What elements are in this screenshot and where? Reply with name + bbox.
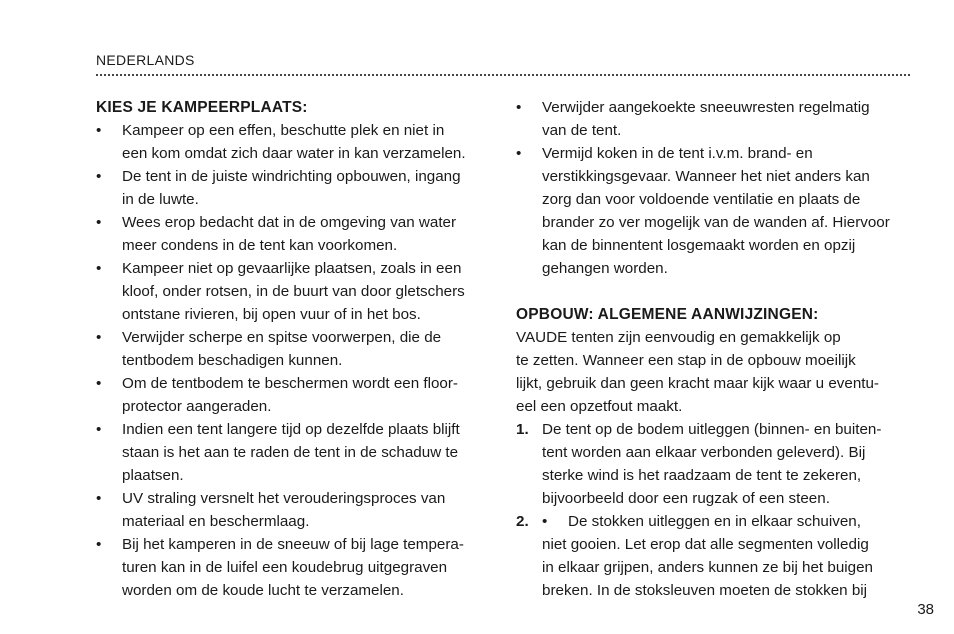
section-header: NEDERLANDS <box>96 52 195 68</box>
step-line: De tent op de bodem uitleggen (binnen- en buiten- <box>542 421 882 438</box>
list-item <box>516 96 916 142</box>
step-number: 1. <box>516 421 529 438</box>
list-item-line: Om de tentbodem te beschermen wordt een floor- <box>122 375 458 392</box>
campsite-heading: KIES JE KAMPEERPLAATS: <box>96 99 308 116</box>
list-item-line: verstikkingsgevaar. Wanneer het niet anders kan <box>542 168 870 185</box>
step-line: niet gooien. Let erop dat alle segmenten volledig <box>542 536 869 553</box>
bullet-icon: • <box>516 145 522 162</box>
list-item-line: plaatsen. <box>122 467 184 484</box>
list-item-line: ontstane rivieren, bij open vuur of in het bos. <box>122 306 421 323</box>
list-item-line: een kom omdat zich daar water in kan verzamelen. <box>122 145 466 162</box>
bullet-icon: • <box>96 490 102 507</box>
step-line: bijvoorbeeld door een rugzak of een steen. <box>542 490 830 507</box>
list-item <box>96 211 496 257</box>
list-item-line: in de luwte. <box>122 191 199 208</box>
list-item-line: turen kan in de luifel een koudebrug uitgegraven <box>122 559 448 576</box>
list-item-line: brander zo ver mogelijk van de wanden af. Hiervoor <box>542 214 890 231</box>
list-item-line: kloof, onder rotsen, in de buurt van door gletschers <box>122 283 465 300</box>
list-item-line: Kampeer op een effen, beschutte plek en niet in <box>122 122 445 139</box>
list-item-line: kan de binnentent losgemaakt worden en opzij <box>542 237 856 254</box>
list-item <box>96 165 496 211</box>
list-item-line: Verwijder aangekoekte sneeuwresten regelmatig <box>542 99 870 116</box>
bullet-icon: • <box>542 513 548 530</box>
bullet-icon: • <box>96 168 102 185</box>
bullet-icon: • <box>96 536 102 553</box>
step-number: 2. <box>516 513 529 530</box>
bullet-icon: • <box>96 329 102 346</box>
intro-line: lijkt, gebruik dan geen kracht maar kijk waar u eventu- <box>516 375 879 392</box>
bullet-icon: • <box>96 260 102 277</box>
bullet-icon: • <box>96 122 102 139</box>
bullet-icon: • <box>96 421 102 438</box>
step-line: breken. In de stoksleuven moeten de stokken bij <box>542 582 868 599</box>
step-line <box>542 510 916 533</box>
list-item-line: protector aangeraden. <box>122 398 272 415</box>
bullet-icon: • <box>96 375 102 392</box>
bullet-icon: • <box>96 214 102 231</box>
step-item <box>516 418 916 510</box>
list-item-line: Bij het kamperen in de sneeuw of bij lage tempera- <box>122 536 464 553</box>
campsite-tips-list <box>96 119 496 602</box>
step-line: sterke wind is het raadzaam de tent te zekeren, <box>542 467 862 484</box>
list-item-line: zorg dan voor voldoende ventilatie en plaats de <box>542 191 861 208</box>
list-item-line: Verwijder scherpe en spitse voorwerpen, die de <box>122 329 442 346</box>
list-item <box>96 418 496 487</box>
step-line-text: De stokken uitleggen en in elkaar schuiven, <box>568 513 861 530</box>
list-item-line: Wees erop bedacht dat in de omgeving van water <box>122 214 457 231</box>
list-item-line: tentbodem beschadigen kunnen. <box>122 352 343 369</box>
list-item <box>96 372 496 418</box>
list-item <box>96 119 496 165</box>
list-item-line: Kampeer niet op gevaarlijke plaatsen, zoals in een <box>122 260 462 277</box>
list-item-line: Indien een tent langere tijd op dezelfde plaats blijft <box>122 421 460 438</box>
list-item <box>96 257 496 326</box>
list-item <box>516 142 916 280</box>
list-item-line: materiaal en beschermlaag. <box>122 513 310 530</box>
setup-intro <box>516 326 916 418</box>
list-item-line: worden om de koude lucht te verzamelen. <box>122 582 404 599</box>
snow-cooking-tips-list <box>516 96 916 280</box>
list-item-line: Vermijd koken in de tent i.v.m. brand- en <box>542 145 813 162</box>
step-line: in elkaar grijpen, anders kunnen ze bij het buigen <box>542 559 873 576</box>
list-item-line: meer condens in de tent kan voorkomen. <box>122 237 398 254</box>
left-column <box>96 96 496 602</box>
dotted-divider <box>96 74 910 76</box>
intro-line: eel een opzetfout maakt. <box>516 398 683 415</box>
step-item <box>516 510 916 602</box>
setup-steps-list <box>516 418 916 602</box>
page-number: 38 <box>917 601 934 618</box>
intro-line: VAUDE tenten zijn eenvoudig en gemakkelijk op <box>516 329 841 346</box>
list-item-line: UV straling versnelt het verouderingsproces van <box>122 490 446 507</box>
list-item-line: staan is het aan te raden de tent in de schaduw te <box>122 444 459 461</box>
list-item <box>96 487 496 533</box>
bullet-icon: • <box>516 99 522 116</box>
list-item-line: De tent in de juiste windrichting opbouwen, ingang <box>122 168 461 185</box>
setup-heading: OPBOUW: ALGEMENE AANWIJZINGEN: <box>516 306 819 323</box>
right-column <box>516 96 916 602</box>
list-item <box>96 326 496 372</box>
section-spacer <box>516 280 916 303</box>
intro-line: te zetten. Wanneer een stap in de opbouw moeilijk <box>516 352 856 369</box>
step-line: tent worden aan elkaar verbonden geleverd). Bij <box>542 444 866 461</box>
list-item-line: gehangen worden. <box>542 260 668 277</box>
list-item <box>96 533 496 602</box>
list-item-line: van de tent. <box>542 122 622 139</box>
